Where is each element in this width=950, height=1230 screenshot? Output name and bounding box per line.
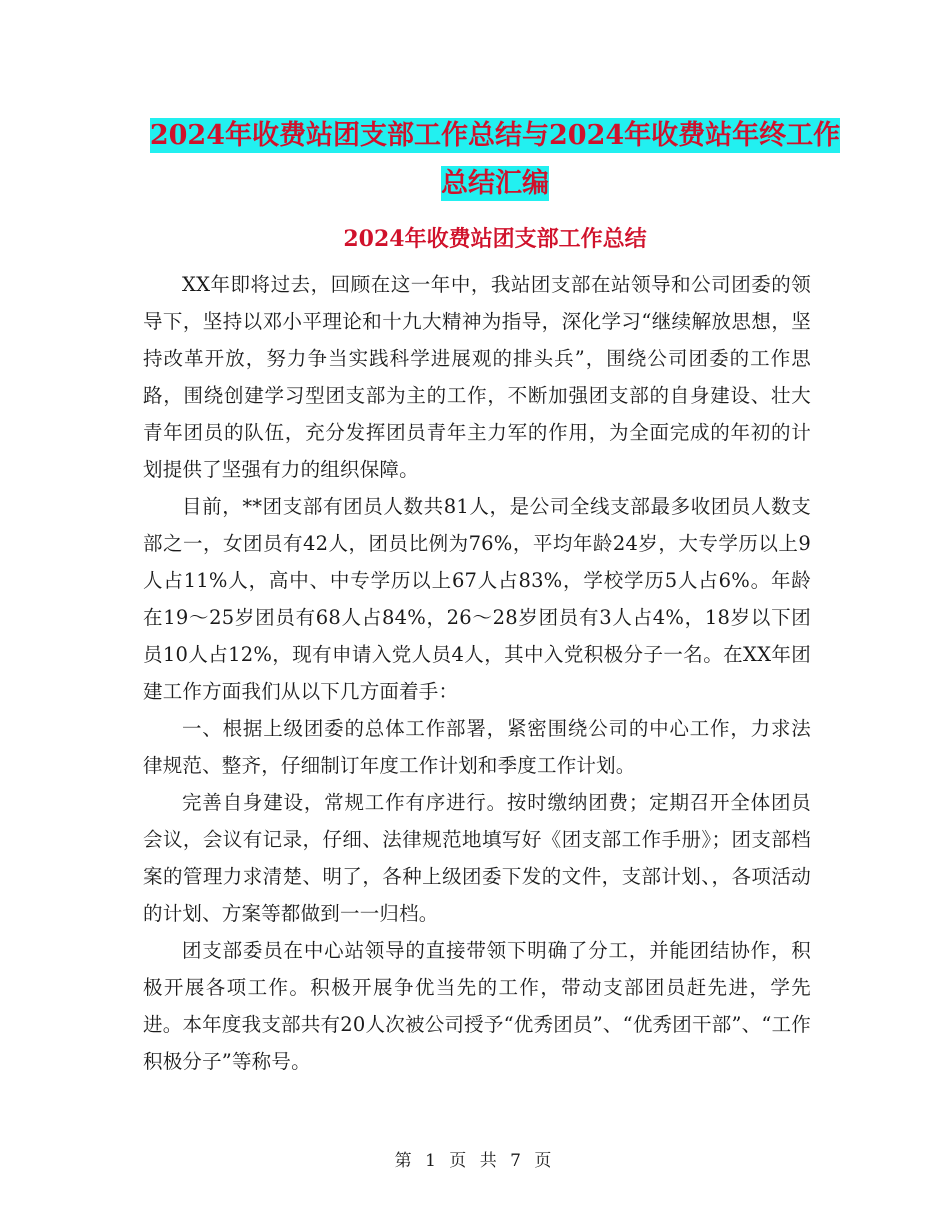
document-title-text: 2024年收费站团支部工作总结与2024年收费站年终工作总结汇编	[149, 120, 841, 199]
document-body	[143, 266, 811, 1080]
paragraph-4: 完善自身建设，常规工作有序进行。按时缴纳团费；定期召开全体团员会议，会议有记录，仔细、法律规范地填写好《团支部工作手册》；团支部档案的管理力求清楚、明了，各种上级团委下发的文件，支部计划、，各项活动的计划、方案等都做到一一归档。	[143, 791, 811, 925]
page-footer: 第 1 页 共 7 页	[394, 1151, 556, 1171]
document-title	[140, 112, 850, 208]
paragraph-2: 目前，**团支部有团员人数共81人，是公司全线支部最多收团员人数支部之一，女团员有42人，团员比例为76%，平均年龄24岁，大专学历以上9人占11%人，高中、中专学历以上67人占83%，学校学历5人占6%。年龄在19～25岁团员有68人占84%，26～28岁团员有3人占4%，18岁以下团员10人占12%，现有申请入党人员4人，其中入党积极分子一名。在XX年团建工作方面我们从以下几方面着手：	[143, 495, 811, 703]
section-title: 2024年收费站团支部工作总结	[343, 226, 647, 252]
paragraph-1: XX年即将过去，回顾在这一年中，我站团支部在站领导和公司团委的领导下，坚持以邓小平理论和十九大精神为指导，深化学习“继续解放思想，坚持改革开放，努力争当实践科学进展观的排头兵”，围绕公司团委的工作思路，围绕创建学习型团支部为主的工作，不断加强团支部的自身建设、壮大青年团员的队伍，充分发挥团员青年主力军的作用，为全面完成的年初的计划提供了坚强有力的组织保障。	[143, 273, 811, 481]
paragraph-3: 一、根据上级团委的总体工作部署，紧密围绕公司的中心工作，力求法律规范、整齐，仔细制订年度工作计划和季度工作计划。	[143, 717, 811, 777]
paragraph-5: 团支部委员在中心站领导的直接带领下明确了分工，并能团结协作，积极开展各项工作。积极开展争优当先的工作，带动支部团员赶先进，学先进。本年度我支部共有20人次被公司授予“优秀团员”、“优秀团干部”、“工作积极分子”等称号。	[143, 939, 811, 1073]
